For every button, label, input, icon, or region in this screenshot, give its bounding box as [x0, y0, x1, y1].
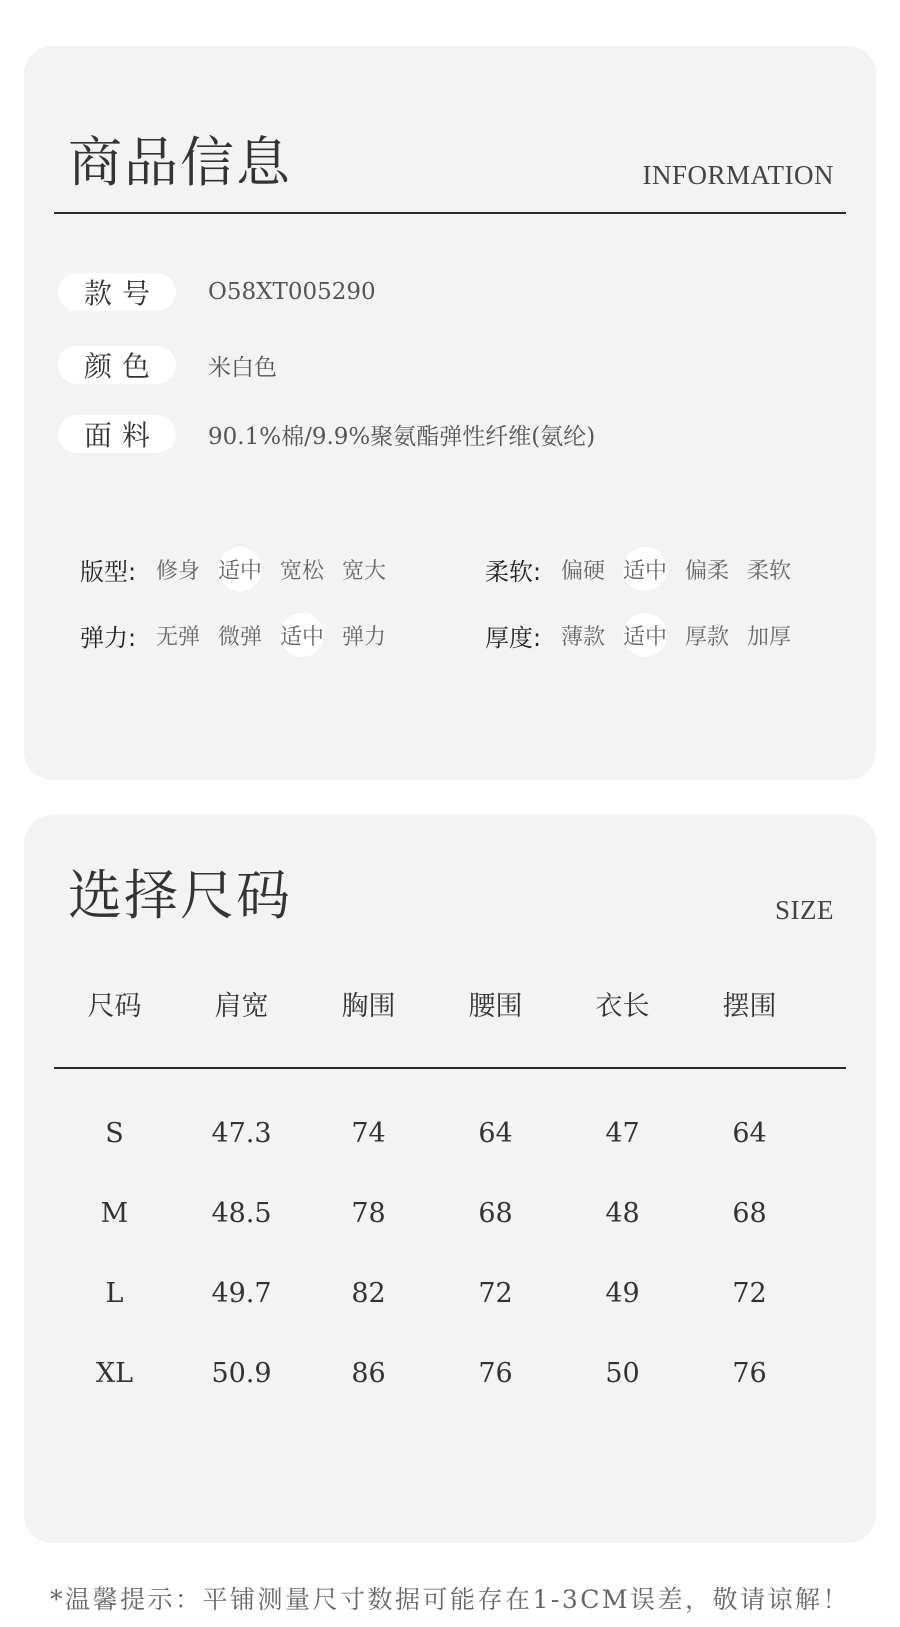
attr-option: 厚款 [685, 624, 730, 650]
info-label-pill: 款号 [58, 273, 176, 311]
style-number-value: O58XT005290 [208, 279, 376, 305]
table-cell: 74 [351, 1118, 386, 1149]
attr-thickness [485, 613, 809, 657]
header-cell: 摆围 [722, 991, 777, 1022]
header-cell: 肩宽 [214, 991, 269, 1022]
attr-option: 微弹 [218, 624, 263, 650]
attr-option: 加厚 [747, 624, 792, 650]
attr-softness [485, 547, 809, 591]
table-cell: L [105, 1278, 124, 1309]
attr-option: 宽松 [280, 558, 325, 584]
attr-label: 柔软: [485, 557, 542, 586]
table-cell: 86 [351, 1358, 386, 1389]
attr-option: 薄款 [561, 624, 606, 650]
info-label-pill: 面料 [58, 415, 176, 453]
attr-option: 偏柔 [685, 558, 730, 584]
table-cell: 64 [732, 1118, 767, 1149]
table-cell: 64 [478, 1118, 513, 1149]
info-row-fabric [58, 415, 595, 453]
size-subtitle: SIZE [775, 895, 834, 925]
table-cell: 68 [478, 1198, 513, 1229]
info-row-color [58, 346, 277, 384]
table-cell: 50 [605, 1358, 640, 1389]
table-cell: 50.9 [211, 1358, 272, 1389]
table-row [24, 1194, 876, 1234]
attr-option: 柔软 [747, 558, 792, 584]
table-cell: XL [95, 1358, 134, 1389]
table-row [24, 1354, 876, 1394]
attr-option-selected: 适中 [218, 547, 262, 591]
info-row-style-number [58, 273, 376, 311]
table-cell: 47.3 [211, 1118, 272, 1149]
attr-option-selected: 适中 [623, 547, 667, 591]
table-cell: 48 [605, 1198, 640, 1229]
table-row [24, 1114, 876, 1154]
attr-option: 弹力 [342, 624, 387, 650]
attr-option: 宽大 [342, 558, 387, 584]
attr-option: 修身 [156, 558, 201, 584]
attr-option: 无弹 [156, 624, 201, 650]
size-table-divider [54, 1067, 846, 1069]
table-cell: S [105, 1118, 124, 1149]
table-cell: 82 [351, 1278, 386, 1309]
size-table-header [24, 987, 876, 1027]
table-cell: 47 [605, 1118, 640, 1149]
table-cell: 68 [732, 1198, 767, 1229]
header-cell: 胸围 [341, 991, 396, 1022]
info-divider [54, 212, 846, 214]
attr-label: 版型: [80, 557, 137, 586]
attr-option-selected: 适中 [623, 613, 667, 657]
table-cell: 48.5 [211, 1198, 272, 1229]
size-chart-card [24, 815, 876, 1543]
header-cell: 衣长 [595, 991, 650, 1022]
table-cell: 72 [732, 1278, 767, 1309]
info-title: 商品信息 [68, 131, 292, 194]
size-title: 选择尺码 [68, 864, 292, 927]
color-value: 米白色 [208, 354, 277, 381]
attr-label: 弹力: [80, 623, 137, 652]
header-cell: 尺码 [87, 991, 142, 1022]
table-cell: 78 [351, 1198, 386, 1229]
table-cell: 49 [605, 1278, 640, 1309]
fabric-value: 90.1%棉/9.9%聚氨酯弹性纤维(氨纶) [208, 423, 596, 450]
attr-option: 偏硬 [561, 558, 606, 584]
attr-option-selected: 适中 [280, 613, 324, 657]
info-label-pill: 颜色 [58, 346, 176, 384]
measurement-footnote: *温馨提示：平铺测量尺寸数据可能存在1-3CM误差，敬请谅解！ [50, 1585, 850, 1614]
attr-elasticity [80, 613, 404, 657]
product-info-card [24, 46, 876, 780]
table-cell: 49.7 [211, 1278, 272, 1309]
attr-label: 厚度: [485, 623, 542, 652]
table-cell: 76 [732, 1358, 767, 1389]
table-cell: M [100, 1198, 129, 1229]
attr-fit [80, 547, 404, 591]
table-row [24, 1274, 876, 1314]
header-cell: 腰围 [468, 991, 523, 1022]
info-subtitle: INFORMATION [642, 160, 834, 190]
table-cell: 76 [478, 1358, 513, 1389]
table-cell: 72 [478, 1278, 513, 1309]
